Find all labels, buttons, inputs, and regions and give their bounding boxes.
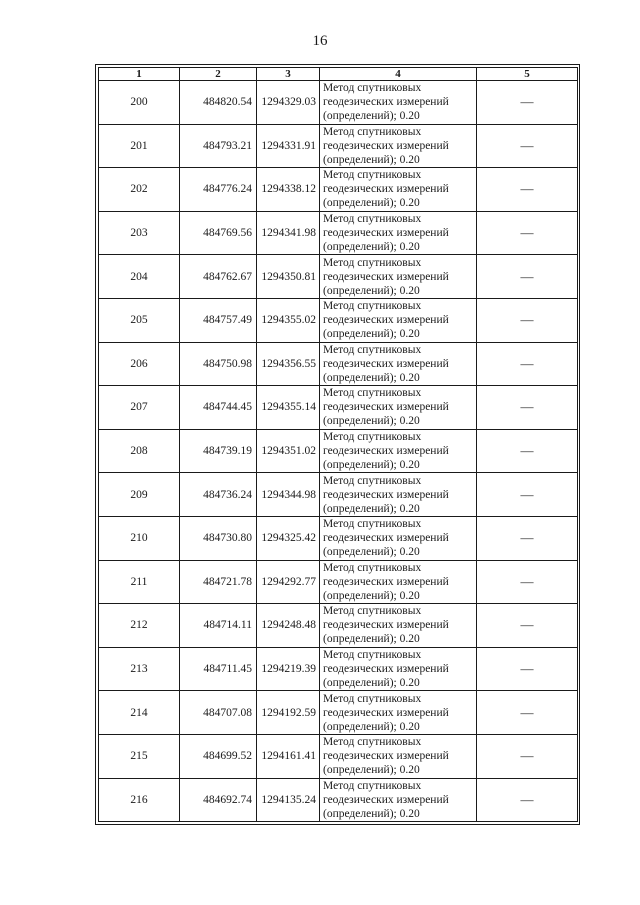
y-coordinate-cell: 1294350.81 [257, 255, 320, 299]
method-text-line: геодезических измерений [323, 575, 449, 588]
method-text-line: Метод спутниковых [323, 300, 422, 313]
table-row [99, 691, 578, 735]
x-coordinate-cell: 484776.24 [180, 168, 257, 212]
table-row [99, 560, 578, 604]
method-text-line: геодезических измерений [323, 619, 449, 632]
method-text-line: (определений); 0.20 [323, 241, 420, 254]
note-cell: — [477, 734, 578, 778]
point-number-cell: 211 [99, 560, 180, 604]
x-coordinate-cell: 484757.49 [180, 298, 257, 342]
y-coordinate-cell: 1294344.98 [257, 473, 320, 517]
method-text-line: геодезических измерений [323, 488, 449, 501]
table-row [99, 124, 578, 168]
method-text-line: Метод спутниковых [323, 518, 422, 531]
y-coordinate-cell: 1294325.42 [257, 516, 320, 560]
method-text-line: (определений); 0.20 [323, 546, 420, 559]
method-text-line: (определений); 0.20 [323, 284, 420, 297]
method-text-line: (определений); 0.20 [323, 633, 420, 646]
table-row [99, 429, 578, 473]
x-coordinate-cell: 484793.21 [180, 124, 257, 168]
method-cell [320, 734, 477, 778]
method-text-line: Метод спутниковых [323, 649, 422, 662]
method-text-line: Метод спутниковых [323, 605, 422, 618]
method-text-line: Метод спутниковых [323, 431, 422, 444]
method-text-line: (определений); 0.20 [323, 807, 420, 820]
method-text-line: геодезических измерений [323, 139, 449, 152]
method-text-line: (определений); 0.20 [323, 459, 420, 472]
y-coordinate-cell: 1294135.24 [257, 778, 320, 822]
method-text-line: (определений); 0.20 [323, 197, 420, 210]
point-number-cell: 207 [99, 386, 180, 430]
point-number-cell: 203 [99, 211, 180, 255]
method-cell [320, 560, 477, 604]
table-row [99, 386, 578, 430]
table-row [99, 604, 578, 648]
method-cell [320, 168, 477, 212]
x-coordinate-cell: 484769.56 [180, 211, 257, 255]
method-cell [320, 604, 477, 648]
method-cell [320, 473, 477, 517]
method-text-line: (определений); 0.20 [323, 153, 420, 166]
method-cell [320, 211, 477, 255]
method-text-line: Метод спутниковых [323, 561, 422, 574]
method-cell [320, 647, 477, 691]
x-coordinate-cell: 484692.74 [180, 778, 257, 822]
method-cell [320, 778, 477, 822]
table-row [99, 473, 578, 517]
x-coordinate-cell: 484736.24 [180, 473, 257, 517]
note-cell: — [477, 81, 578, 125]
table-row [99, 168, 578, 212]
note-cell: — [477, 386, 578, 430]
method-text-line: Метод спутниковых [323, 692, 422, 705]
note-cell: — [477, 560, 578, 604]
note-cell: — [477, 473, 578, 517]
y-coordinate-cell: 1294161.41 [257, 734, 320, 778]
method-text-line: геодезических измерений [323, 314, 449, 327]
note-cell: — [477, 604, 578, 648]
method-text-line: геодезических измерений [323, 96, 449, 109]
method-text-line: (определений); 0.20 [323, 110, 420, 123]
table-row [99, 342, 578, 386]
x-coordinate-cell: 484714.11 [180, 604, 257, 648]
coordinates-table [98, 67, 578, 822]
y-coordinate-cell: 1294248.48 [257, 604, 320, 648]
point-number-cell: 213 [99, 647, 180, 691]
page-number: 16 [312, 33, 328, 49]
x-coordinate-cell: 484711.45 [180, 647, 257, 691]
note-cell: — [477, 168, 578, 212]
method-text-line: (определений); 0.20 [323, 720, 420, 733]
point-number-cell: 202 [99, 168, 180, 212]
method-text-line: Метод спутниковых [323, 779, 422, 792]
method-text-line: Метод спутниковых [323, 343, 422, 356]
method-cell [320, 429, 477, 473]
note-cell: — [477, 691, 578, 735]
y-coordinate-cell: 1294219.39 [257, 647, 320, 691]
method-text-line: геодезических измерений [323, 706, 449, 719]
note-cell: — [477, 124, 578, 168]
coordinates-table-frame [95, 64, 580, 825]
method-text-line: (определений); 0.20 [323, 371, 420, 384]
y-coordinate-cell: 1294338.12 [257, 168, 320, 212]
note-cell: — [477, 255, 578, 299]
method-text-line: Метод спутниковых [323, 169, 422, 182]
method-text-line: (определений); 0.20 [323, 764, 420, 777]
method-text-line: геодезических измерений [323, 750, 449, 763]
y-coordinate-cell: 1294351.02 [257, 429, 320, 473]
method-text-line: Метод спутниковых [323, 387, 422, 400]
table-row [99, 516, 578, 560]
point-number-cell: 200 [99, 81, 180, 125]
x-coordinate-cell: 484699.52 [180, 734, 257, 778]
x-coordinate-cell: 484750.98 [180, 342, 257, 386]
x-coordinate-cell: 484707.08 [180, 691, 257, 735]
method-cell [320, 124, 477, 168]
y-coordinate-cell: 1294329.03 [257, 81, 320, 125]
method-text-line: Метод спутниковых [323, 736, 422, 749]
y-coordinate-cell: 1294356.55 [257, 342, 320, 386]
method-cell [320, 81, 477, 125]
x-coordinate-cell: 484820.54 [180, 81, 257, 125]
method-cell [320, 298, 477, 342]
header-col-5: 5 [477, 68, 578, 81]
header-col-3: 3 [257, 68, 320, 81]
header-col-4: 4 [320, 68, 477, 81]
point-number-cell: 216 [99, 778, 180, 822]
note-cell: — [477, 778, 578, 822]
method-text-line: (определений); 0.20 [323, 328, 420, 341]
table-body [99, 81, 578, 822]
method-text-line: Метод спутниковых [323, 256, 422, 269]
method-text-line: геодезических измерений [323, 183, 449, 196]
header-col-2: 2 [180, 68, 257, 81]
table-row [99, 298, 578, 342]
table-row [99, 211, 578, 255]
header-col-1: 1 [99, 68, 180, 81]
method-text-line: (определений); 0.20 [323, 502, 420, 515]
note-cell: — [477, 342, 578, 386]
point-number-cell: 206 [99, 342, 180, 386]
method-text-line: геодезических измерений [323, 270, 449, 283]
note-cell: — [477, 298, 578, 342]
note-cell: — [477, 516, 578, 560]
table-row [99, 778, 578, 822]
point-number-cell: 210 [99, 516, 180, 560]
y-coordinate-cell: 1294292.77 [257, 560, 320, 604]
method-cell [320, 255, 477, 299]
table-row [99, 81, 578, 125]
y-coordinate-cell: 1294331.91 [257, 124, 320, 168]
x-coordinate-cell: 484762.67 [180, 255, 257, 299]
note-cell: — [477, 429, 578, 473]
note-cell: — [477, 647, 578, 691]
method-text-line: геодезических измерений [323, 663, 449, 676]
method-text-line: геодезических измерений [323, 793, 449, 806]
x-coordinate-cell: 484739.19 [180, 429, 257, 473]
method-text-line: Метод спутниковых [323, 125, 422, 138]
method-cell [320, 691, 477, 735]
point-number-cell: 204 [99, 255, 180, 299]
method-text-line: геодезических измерений [323, 445, 449, 458]
point-number-cell: 209 [99, 473, 180, 517]
method-text-line: Метод спутниковых [323, 82, 422, 95]
method-text-line: (определений); 0.20 [323, 589, 420, 602]
method-cell [320, 516, 477, 560]
table-row [99, 647, 578, 691]
table-row [99, 734, 578, 778]
method-text-line: (определений); 0.20 [323, 415, 420, 428]
method-cell [320, 342, 477, 386]
method-text-line: Метод спутниковых [323, 213, 422, 226]
table-row [99, 255, 578, 299]
y-coordinate-cell: 1294355.14 [257, 386, 320, 430]
method-text-line: Метод спутниковых [323, 474, 422, 487]
x-coordinate-cell: 484730.80 [180, 516, 257, 560]
point-number-cell: 208 [99, 429, 180, 473]
method-text-line: (определений); 0.20 [323, 677, 420, 690]
point-number-cell: 215 [99, 734, 180, 778]
method-cell [320, 386, 477, 430]
x-coordinate-cell: 484721.78 [180, 560, 257, 604]
y-coordinate-cell: 1294192.59 [257, 691, 320, 735]
method-text-line: геодезических измерений [323, 357, 449, 370]
point-number-cell: 201 [99, 124, 180, 168]
method-text-line: геодезических измерений [323, 227, 449, 240]
table-header-row [99, 68, 578, 81]
point-number-cell: 214 [99, 691, 180, 735]
point-number-cell: 205 [99, 298, 180, 342]
method-text-line: геодезических измерений [323, 401, 449, 414]
y-coordinate-cell: 1294355.02 [257, 298, 320, 342]
x-coordinate-cell: 484744.45 [180, 386, 257, 430]
note-cell: — [477, 211, 578, 255]
point-number-cell: 212 [99, 604, 180, 648]
y-coordinate-cell: 1294341.98 [257, 211, 320, 255]
method-text-line: геодезических измерений [323, 532, 449, 545]
